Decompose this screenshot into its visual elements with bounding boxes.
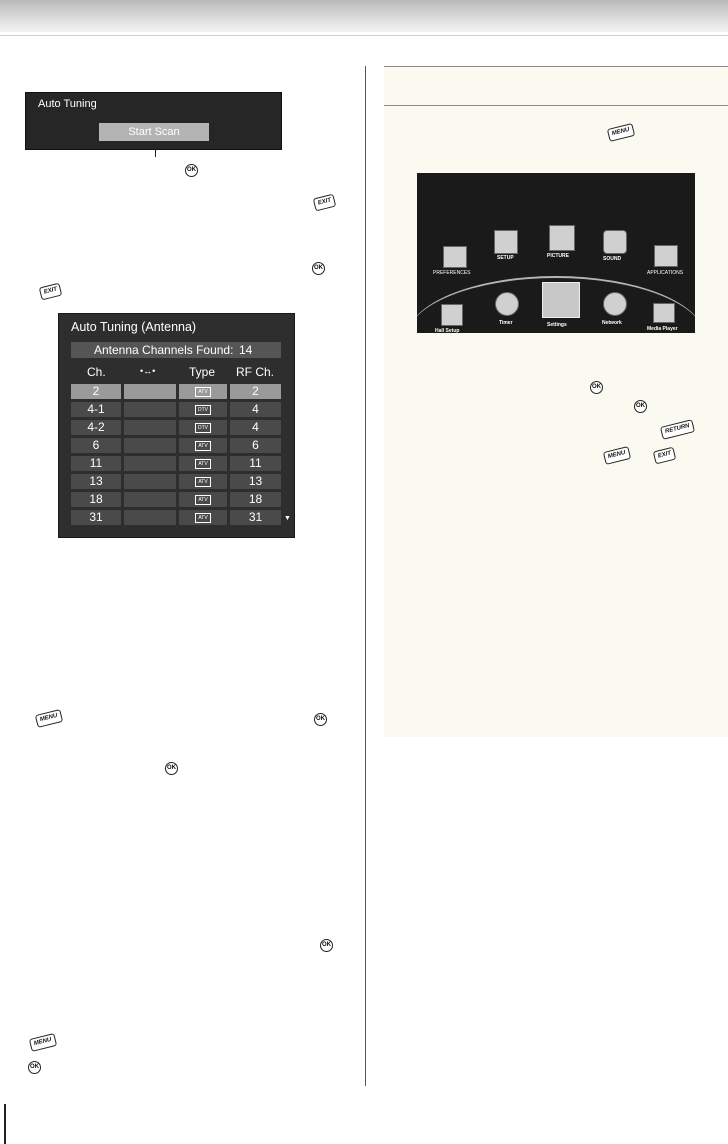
- channel-number: 13: [71, 474, 121, 489]
- type-badge: DTV: [195, 405, 211, 415]
- rf-channel: 2: [230, 384, 281, 399]
- column-header-type: Type: [189, 365, 216, 379]
- table-row[interactable]: [71, 456, 281, 471]
- signal-cell: [124, 420, 176, 435]
- menu-label-hall-setup: Hall Setup: [435, 328, 460, 333]
- type-cell: [179, 384, 227, 399]
- menu-key-icon: MENU: [35, 709, 63, 728]
- type-cell: [179, 492, 227, 507]
- auto-tuning-title: Auto Tuning: [38, 98, 97, 110]
- table-row[interactable]: [71, 438, 281, 453]
- menu-key-icon: MENU: [603, 446, 631, 465]
- rf-channel: 6: [230, 438, 281, 453]
- header-bar: [0, 0, 728, 32]
- rf-channel: 11: [230, 456, 281, 471]
- channel-number: 18: [71, 492, 121, 507]
- ok-button-icon: OK: [185, 164, 198, 177]
- type-cell: [179, 456, 227, 471]
- rf-channel: 31: [230, 510, 281, 525]
- signal-cell: [124, 402, 176, 417]
- menu-label-settings: Settings: [547, 322, 567, 328]
- table-row[interactable]: [71, 420, 281, 435]
- menu-label-preferences: PREFERENCES: [433, 270, 471, 276]
- type-cell: [179, 474, 227, 489]
- channel-number: 11: [71, 456, 121, 471]
- ok-button-icon: OK: [590, 381, 603, 394]
- signal-cell: [124, 474, 176, 489]
- ok-button-icon: OK: [165, 762, 178, 775]
- table-row[interactable]: [71, 384, 281, 399]
- channel-scan-results-screen: [58, 313, 295, 538]
- media-player-icon[interactable]: [653, 303, 675, 323]
- menu-label-media-player: Media Player: [647, 326, 678, 332]
- type-badge: ATV: [195, 441, 211, 451]
- channels-found-bar: [71, 342, 281, 358]
- ok-button-icon: OK: [312, 262, 325, 275]
- start-scan-button[interactable]: Start Scan: [99, 123, 209, 141]
- table-row[interactable]: [71, 492, 281, 507]
- type-cell: [179, 420, 227, 435]
- auto-tuning-screen: [25, 92, 282, 150]
- signal-cell: [124, 438, 176, 453]
- section-rule-top: [384, 66, 728, 67]
- callout-line: [155, 148, 156, 157]
- menu-label-picture: PICTURE: [547, 253, 569, 259]
- channel-number: 4-2: [71, 420, 121, 435]
- type-cell: [179, 438, 227, 453]
- channel-scan-title: Auto Tuning (Antenna): [71, 320, 197, 334]
- rf-channel: 4: [230, 402, 281, 417]
- menu-label-network: Network: [602, 320, 622, 326]
- type-cell: [179, 510, 227, 525]
- page-edge-mark: [4, 1104, 6, 1144]
- signal-cell: [124, 456, 176, 471]
- channel-number: 31: [71, 510, 121, 525]
- rf-channel: 4: [230, 420, 281, 435]
- tv-home-menu-screen: [417, 173, 695, 333]
- setup-icon[interactable]: [494, 230, 518, 254]
- settings-gear-icon[interactable]: [542, 282, 580, 318]
- ok-button-icon: OK: [28, 1061, 41, 1074]
- channels-found-label: Antenna Channels Found:: [94, 343, 234, 357]
- preferences-icon[interactable]: [443, 246, 467, 268]
- type-badge: ATV: [195, 477, 211, 487]
- table-row[interactable]: [71, 402, 281, 417]
- type-badge: ATV: [195, 459, 211, 469]
- menu-key-icon: MENU: [29, 1033, 57, 1052]
- table-row[interactable]: [71, 510, 281, 525]
- channel-number: 2: [71, 384, 121, 399]
- channel-number: 6: [71, 438, 121, 453]
- exit-key-icon: EXIT: [313, 194, 337, 212]
- type-badge: DTV: [195, 423, 211, 433]
- column-header-rf: RF Ch.: [236, 365, 275, 379]
- column-header-ch: Ch.: [87, 365, 106, 379]
- rf-channel: 18: [230, 492, 281, 507]
- exit-key-icon: EXIT: [653, 447, 677, 465]
- network-icon[interactable]: [603, 292, 627, 316]
- type-badge: ATV: [195, 513, 211, 523]
- return-key-icon: RETURN: [660, 419, 695, 440]
- menu-label-setup: SETUP: [497, 255, 514, 261]
- signal-icon: •↔•: [140, 366, 156, 376]
- ok-button-icon: OK: [320, 939, 333, 952]
- ok-button-icon: OK: [314, 713, 327, 726]
- ok-button-icon: OK: [634, 400, 647, 413]
- rf-channel: 13: [230, 474, 281, 489]
- menu-label-sound: SOUND: [603, 256, 622, 262]
- table-row[interactable]: [71, 474, 281, 489]
- channels-found-count: 14: [239, 343, 253, 357]
- section-rule-bottom: [384, 105, 728, 106]
- type-badge: ATV: [195, 387, 211, 397]
- exit-key-icon: EXIT: [39, 283, 63, 301]
- applications-icon[interactable]: [654, 245, 678, 267]
- menu-key-icon: MENU: [607, 123, 635, 142]
- hall-setup-icon[interactable]: [441, 304, 463, 326]
- sound-icon[interactable]: [603, 230, 627, 254]
- menu-label-applications: APPLICATIONS: [647, 270, 684, 276]
- signal-cell: [124, 492, 176, 507]
- channel-number: 4-1: [71, 402, 121, 417]
- timer-icon[interactable]: [495, 292, 519, 316]
- type-cell: [179, 402, 227, 417]
- scroll-down-icon[interactable]: ▼: [284, 515, 291, 522]
- tip-panel: [384, 67, 728, 737]
- menu-label-timer: Timer: [499, 320, 513, 326]
- signal-cell: [124, 510, 176, 525]
- type-badge: ATV: [195, 495, 211, 505]
- header-rule: [0, 35, 728, 36]
- signal-cell: [124, 384, 176, 399]
- picture-icon[interactable]: [549, 225, 575, 251]
- column-divider: [365, 66, 366, 1086]
